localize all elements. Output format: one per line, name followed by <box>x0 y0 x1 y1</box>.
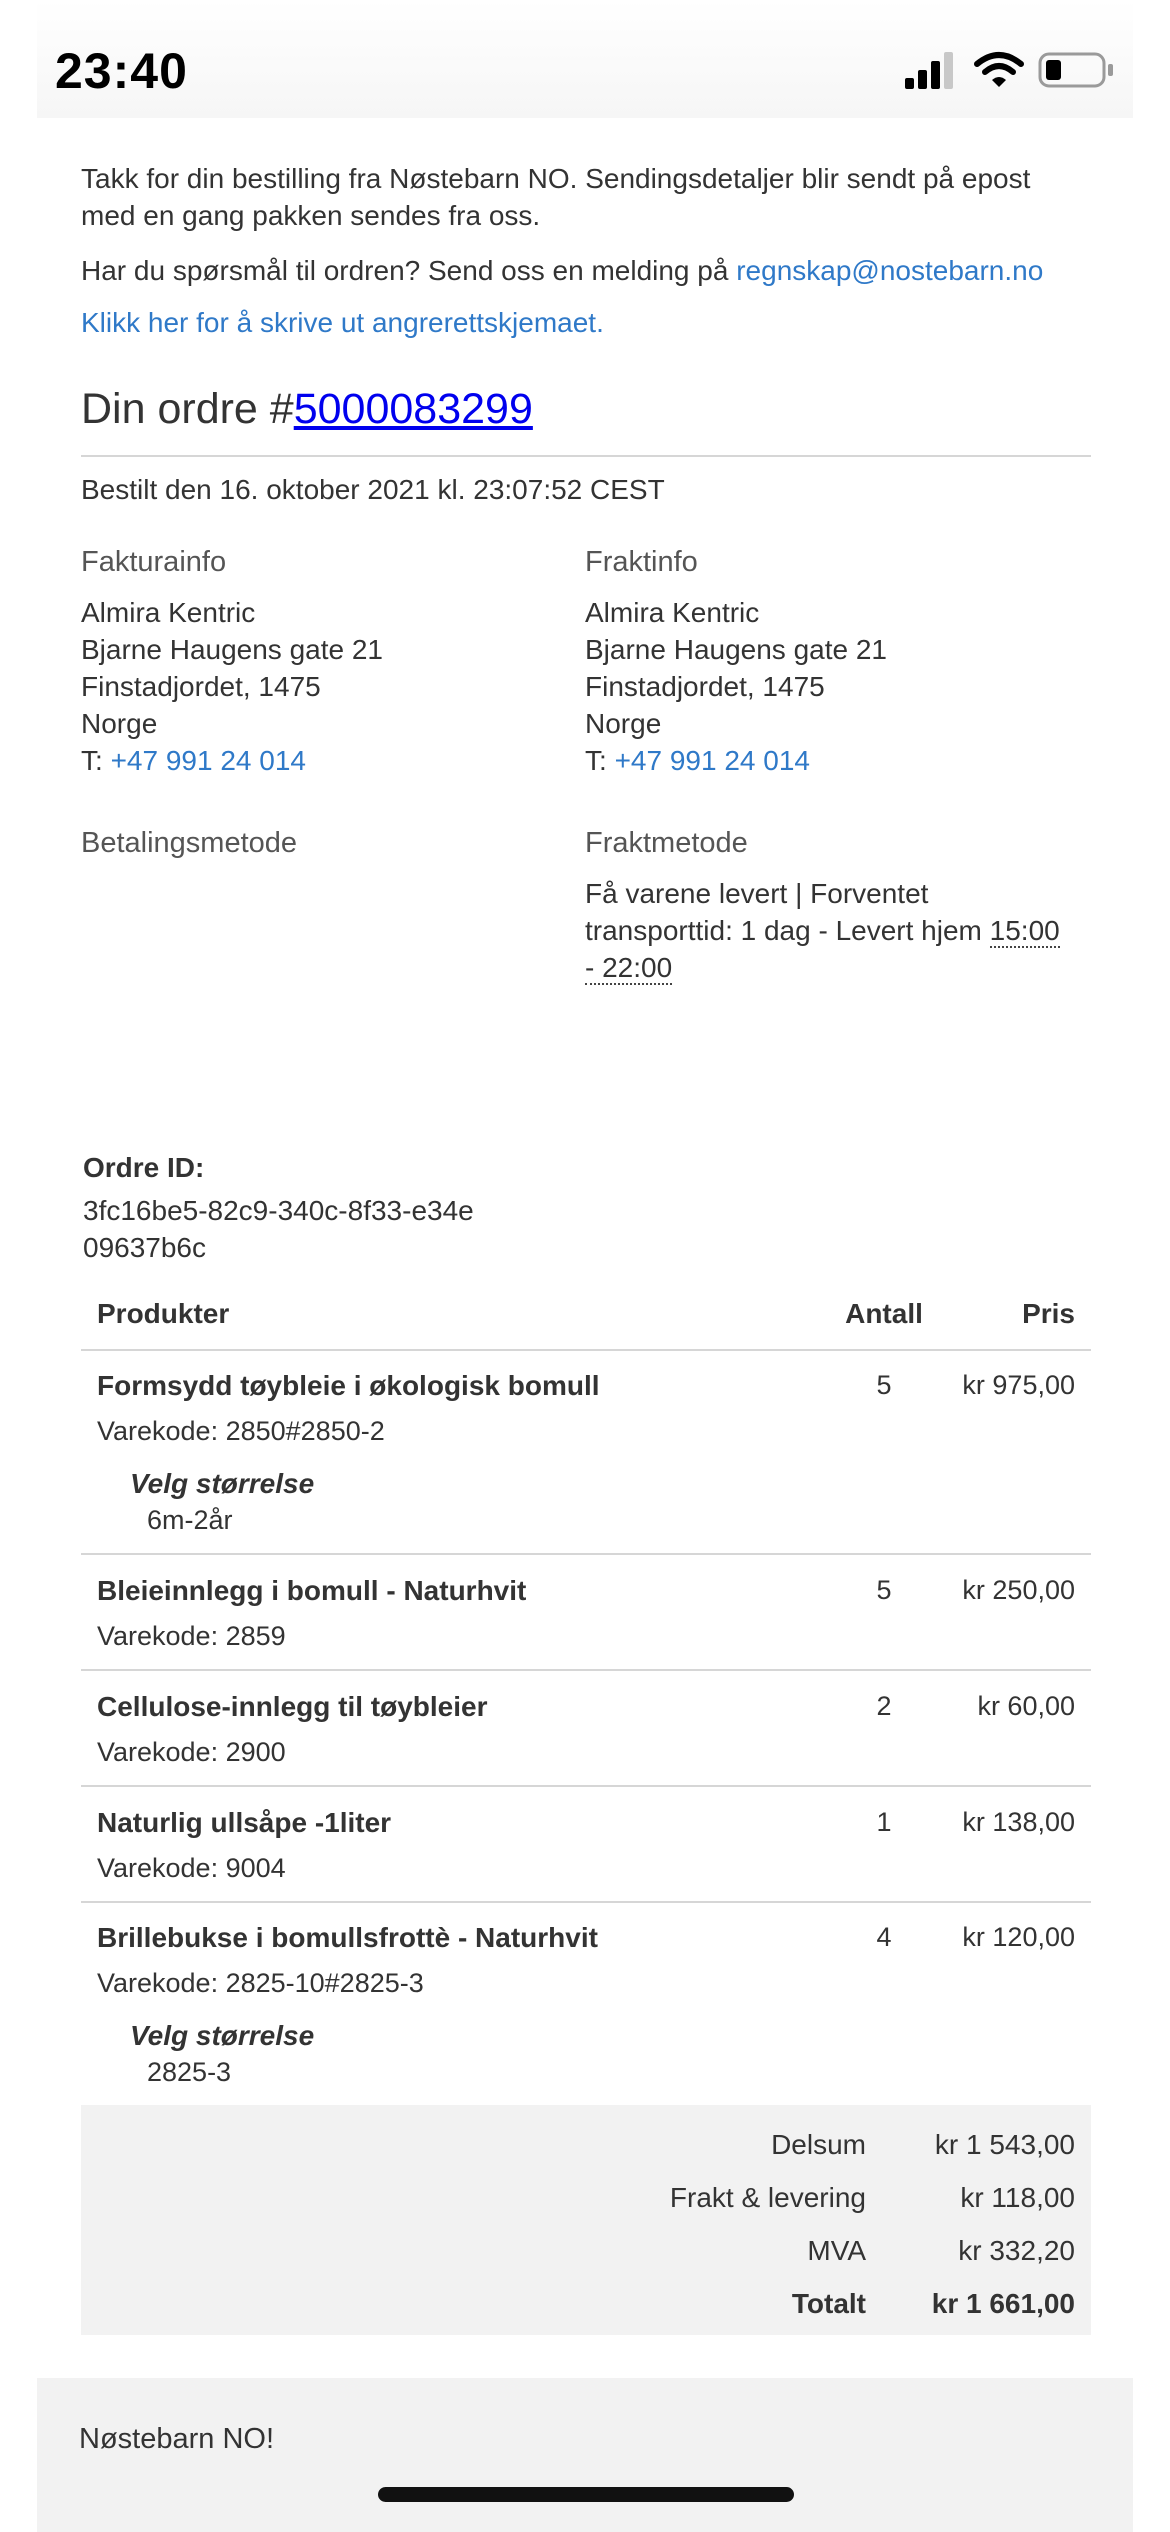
shipping-method-line2-prefix: transporttid: 1 dag - Levert hjem <box>585 915 990 946</box>
shipping-phone-prefix: T: <box>585 745 615 776</box>
order-id-label: Ordre ID: <box>83 1152 205 1183</box>
status-bar <box>37 0 1133 118</box>
payment-method-title: Betalingsmetode <box>81 827 298 859</box>
ordered-date: Bestilt den 16. oktober 2021 kl. 23:07:52 CEST <box>81 474 665 505</box>
product-sku: Varekode: 2825-10#2825-3 <box>97 1968 424 1998</box>
shipping-method-title: Fraktmetode <box>585 827 748 859</box>
product-name: Brillebukse i bomullsfrottè - Naturhvit <box>97 1922 598 1953</box>
order-title-divider <box>81 455 1091 457</box>
billing-phone-row <box>81 742 383 779</box>
billing-title: Fakturainfo <box>81 546 227 578</box>
column-header-product: Produkter <box>97 1298 230 1329</box>
product-sku: Varekode: 9004 <box>97 1853 286 1883</box>
billing-address <box>81 594 383 779</box>
shipping-method-line1: Få varene levert | Forventet <box>585 878 929 909</box>
product-price: kr 60,00 <box>977 1691 1075 1721</box>
billing-street: Bjarne Haugens gate 21 <box>81 634 383 665</box>
row-divider <box>81 1785 1091 1787</box>
shipping-name: Almira Kentric <box>585 597 760 628</box>
billing-phone-link[interactable]: +47 991 24 014 <box>110 745 306 776</box>
cellular-signal-icon <box>905 50 957 90</box>
billing-name: Almira Kentric <box>81 597 256 628</box>
vat-label: MVA <box>807 2235 866 2266</box>
vat-value: kr 332,20 <box>958 2235 1075 2266</box>
column-header-qty: Antall <box>845 1298 923 1329</box>
product-sku: Varekode: 2859 <box>97 1621 286 1651</box>
billing-country: Norge <box>81 708 158 739</box>
wifi-icon <box>973 50 1025 90</box>
order-number-link[interactable]: 5000083299 <box>293 385 533 433</box>
order-totals <box>81 2105 1091 2335</box>
product-option-label: Velg størrelse <box>130 2020 315 2051</box>
shipping-method-line3 <box>585 949 1091 986</box>
shipping-country: Norge <box>585 708 662 739</box>
delivery-time-end: - 22:00 <box>585 952 673 983</box>
column-header-price: Pris <box>1022 1298 1075 1329</box>
shipping-city: Finstadjordet, 1475 <box>585 671 825 702</box>
product-price: kr 250,00 <box>962 1575 1075 1605</box>
product-name: Cellulose-innlegg til tøybleier <box>97 1691 488 1722</box>
order-title <box>81 385 533 434</box>
shipping-street: Bjarne Haugens gate 21 <box>585 634 887 665</box>
product-name: Naturlig ullsåpe -1liter <box>97 1807 392 1838</box>
order-id-value: 3fc16be5-82c9-340c-8f33-e34e09637b6c <box>83 1195 474 1263</box>
total-value: kr 1 661,00 <box>931 2288 1075 2319</box>
shipping-phone-row <box>585 742 887 779</box>
shipping-method-line2 <box>585 912 1091 949</box>
intro-question-prefix: Har du spørsmål til ordren? Send oss en melding på <box>81 255 737 286</box>
product-sku: Varekode: 2850#2850-2 <box>97 1416 385 1446</box>
billing-phone-prefix: T: <box>81 745 111 776</box>
product-option-value: 2825-3 <box>147 2057 232 2087</box>
intro-question-text <box>81 252 1091 289</box>
shipping-method-details <box>585 875 1091 986</box>
product-qty: 1 <box>876 1807 892 1837</box>
email-footer <box>37 2378 1133 2532</box>
shipping-title: Fraktinfo <box>585 546 698 578</box>
row-divider <box>81 1669 1091 1671</box>
shipping-phone-link[interactable]: +47 991 24 014 <box>614 745 810 776</box>
return-form-link[interactable]: Klikk her for å skrive ut angrerettskjemaet. <box>81 307 604 338</box>
product-option-value: 6m-2år <box>147 1505 233 1535</box>
footer-store-name: Nøstebarn NO! <box>79 2423 274 2455</box>
subtotal-value: kr 1 543,00 <box>934 2129 1075 2160</box>
battery-icon <box>1038 50 1116 90</box>
product-price: kr 138,00 <box>962 1807 1075 1837</box>
intro-thanks-text: Takk for din bestilling fra Nøstebarn NO. Sendingsdetaljer blir sendt på epost med en gang pakken sendes fra oss. <box>81 163 1031 231</box>
shipping-cost-label: Frakt & levering <box>669 2182 866 2213</box>
status-time: 23:40 <box>55 43 188 99</box>
product-price: kr 120,00 <box>962 1922 1075 1952</box>
product-qty: 2 <box>876 1691 892 1721</box>
subtotal-label: Delsum <box>771 2129 866 2160</box>
support-email-link[interactable]: regnskap@nostebarn.no <box>736 255 1044 286</box>
product-qty: 5 <box>876 1575 892 1605</box>
home-indicator[interactable] <box>378 2487 794 2502</box>
delivery-time-start: 15:00 <box>989 915 1060 946</box>
product-name: Formsydd tøybleie i økologisk bomull <box>97 1370 600 1401</box>
shipping-cost-value: kr 118,00 <box>960 2182 1075 2213</box>
product-sku: Varekode: 2900 <box>97 1737 286 1767</box>
product-price: kr 975,00 <box>962 1370 1075 1400</box>
product-qty: 4 <box>876 1922 892 1952</box>
order-title-prefix: Din ordre # <box>81 385 294 433</box>
total-label: Totalt <box>791 2288 866 2319</box>
product-option-label: Velg størrelse <box>130 1468 315 1499</box>
product-name: Bleieinnlegg i bomull - Naturhvit <box>97 1575 527 1606</box>
billing-city: Finstadjordet, 1475 <box>81 671 321 702</box>
table-header-divider <box>81 1349 1091 1351</box>
row-divider <box>81 1901 1091 1903</box>
product-qty: 5 <box>876 1370 892 1400</box>
shipping-address <box>585 594 887 779</box>
row-divider <box>81 1553 1091 1555</box>
